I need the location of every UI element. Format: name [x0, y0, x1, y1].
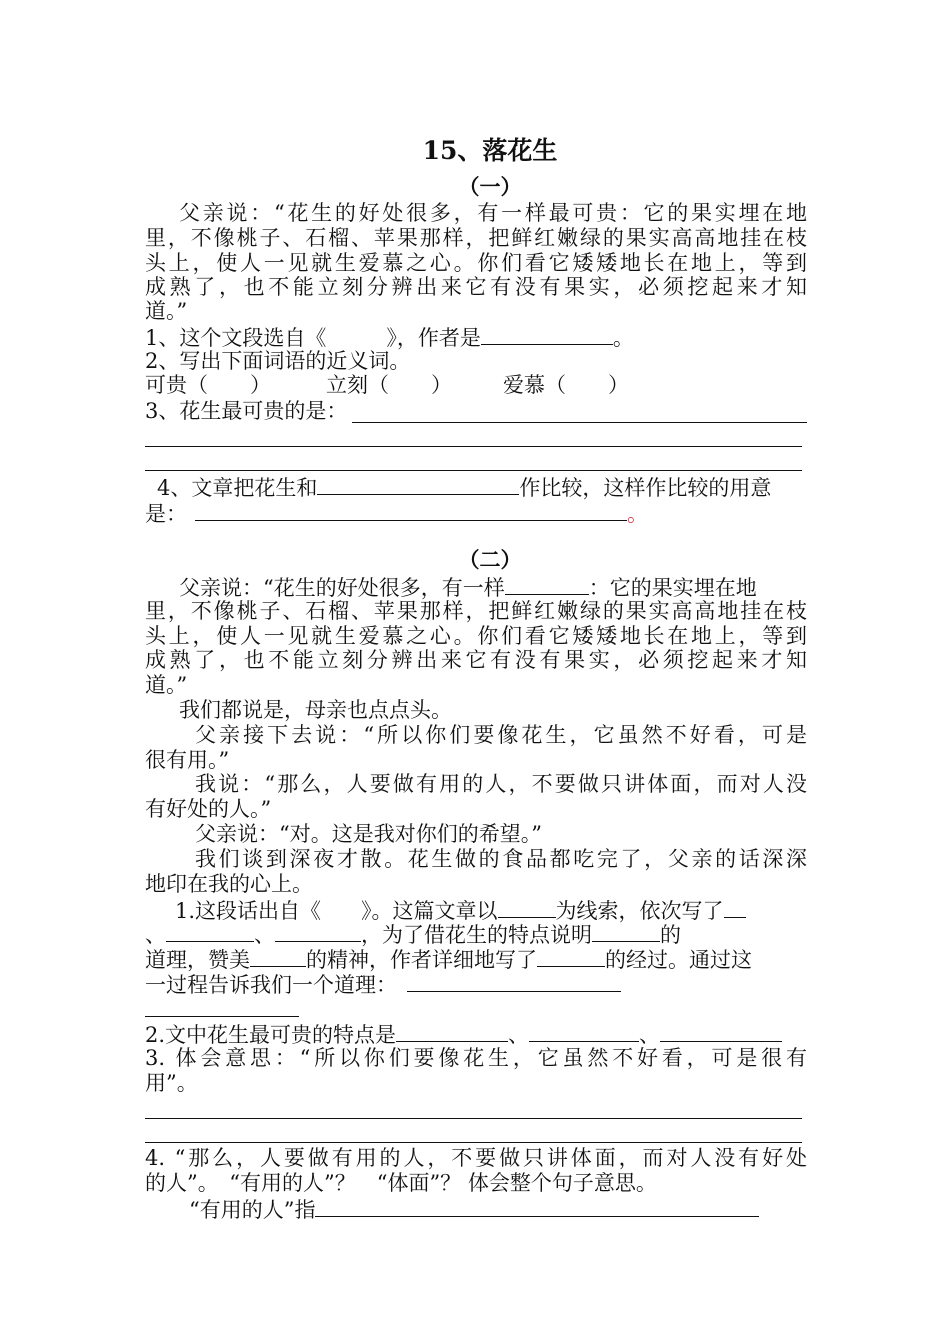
fill-blank[interactable]	[537, 946, 605, 967]
answer-line[interactable]	[145, 470, 802, 471]
passage-line: 父亲说：“花生的好处很多，有一样 ：它的果实埋在地	[179, 576, 757, 600]
passage-line: 道。”	[145, 673, 188, 697]
passage-line: 父亲说：“对。这是我对你们的希望。”	[195, 822, 542, 846]
fill-blank[interactable]	[724, 897, 746, 918]
passage-line: 成熟了，也不能立刻分辨出来它有没有果实，必须挖起来才知	[145, 275, 807, 299]
fill-blank[interactable]	[592, 921, 660, 942]
passage-line: 里，不像桃子、石榴、苹果那样，把鲜红嫩绿的果实高高地挂在枝	[145, 226, 807, 250]
passage-line: 很有用。”	[145, 748, 230, 772]
answer-line[interactable]	[145, 1016, 299, 1017]
fill-blank[interactable]	[660, 1021, 782, 1042]
passage-line: 里，不像桃子、石榴、苹果那样，把鲜红嫩绿的果实高高地挂在枝	[145, 599, 807, 623]
synonym-item[interactable]: 爱慕（ ）	[503, 373, 629, 397]
question-2-4: 4. “那么，人要做有用的人，不要做只讲体面，而对人没有好处	[145, 1146, 807, 1170]
question-2-1: 1.这段话出自《 》。这篇文章以 为线索，依次写了	[145, 897, 837, 924]
passage-line: 父亲说：“花生的好处很多，有一样最可贵：它的果实埋在地	[179, 201, 807, 225]
clue-blank[interactable]	[498, 897, 556, 918]
page-title: 15、落花生	[422, 136, 558, 165]
question-2-3-cont: 用”。	[145, 1071, 198, 1095]
synonym-item[interactable]: 立刻（ ）	[326, 373, 452, 397]
fill-blank[interactable]	[396, 1021, 508, 1042]
answer-line[interactable]	[145, 1142, 802, 1143]
passage-line: 我说：“那么，人要做有用的人，不要做只讲体面，而对人没	[195, 772, 807, 796]
fill-blank[interactable]	[529, 1021, 639, 1042]
q1-text-b: 》，作者是	[386, 326, 481, 350]
compare-blank[interactable]	[317, 474, 519, 495]
answer-line[interactable]	[145, 446, 802, 447]
fill-blank[interactable]	[166, 921, 254, 942]
question-2-3: 3. 体会意思：“所以你们要像花生，它虽然不好看，可是很有	[145, 1046, 807, 1070]
answer-line[interactable]	[352, 422, 807, 423]
question-2-1-cont: 、 、 ，为了借花生的特点说明 的	[145, 923, 681, 947]
fill-blank[interactable]	[275, 921, 361, 942]
q1-text-a: 1、这个文段选自《	[145, 326, 327, 350]
passage-line: 我们谈到深夜才散。花生做的食品都吃完了，父亲的话深深	[195, 847, 807, 871]
question-2: 2、写出下面词语的近义词。	[145, 349, 411, 373]
passage-line: 我们都说是，母亲也点点头。	[179, 698, 452, 722]
lesson-blank[interactable]	[407, 971, 621, 992]
synonym-row	[145, 373, 807, 398]
passage-line: 地印在我的心上。	[145, 872, 313, 896]
passage-line: 头上，使人一见就生爱慕之心。你们看它矮矮地长在地上，等到	[145, 624, 807, 648]
fill-blank[interactable]	[250, 946, 306, 967]
question-2-2: 2.文中花生最可贵的特点是 、 、	[145, 1021, 807, 1048]
section-heading-2: （二）	[458, 547, 522, 572]
meaning-blank[interactable]	[315, 1196, 759, 1217]
passage-line: 头上，使人一见就生爱慕之心。你们看它矮矮地长在地上，等到	[145, 251, 807, 275]
section-heading-1: （一）	[458, 174, 522, 199]
synonym-item[interactable]: 可贵（ ）	[145, 373, 271, 397]
question-4-cont: 是： 。	[145, 502, 648, 526]
question-2-4-cont: 的人”。 “有用的人”？ “体面”？ 体会整个句子意思。	[145, 1171, 657, 1195]
question-2-1-cont: 一过程告诉我们一个道理：	[145, 971, 807, 998]
fill-blank[interactable]	[505, 574, 589, 595]
purpose-blank[interactable]	[195, 500, 627, 521]
question-2-1-cont: 道理，赞美 的精神，作者详细地写了 的经过。通过这	[145, 948, 752, 972]
question-2-4-prompt: “有用的人”指	[145, 1196, 851, 1223]
question-4: 4、文章把花生和 作比较，这样作比较的用意	[157, 476, 772, 500]
passage-line: 父亲接下去说：“所以你们要像花生，它虽然不好看，可是	[195, 723, 807, 747]
author-answer-blank[interactable]	[481, 324, 613, 345]
answer-line[interactable]	[145, 1118, 802, 1119]
passage-line: 成熟了，也不能立刻分辨出来它有没有果实，必须挖起来才知	[145, 648, 807, 672]
passage-line: 道。”	[145, 299, 188, 323]
passage-line: 有好处的人。”	[145, 797, 272, 821]
question-1: 1、这个文段选自《 》，作者是 。	[145, 326, 634, 350]
question-3: 3、花生最可贵的是：	[145, 399, 348, 423]
